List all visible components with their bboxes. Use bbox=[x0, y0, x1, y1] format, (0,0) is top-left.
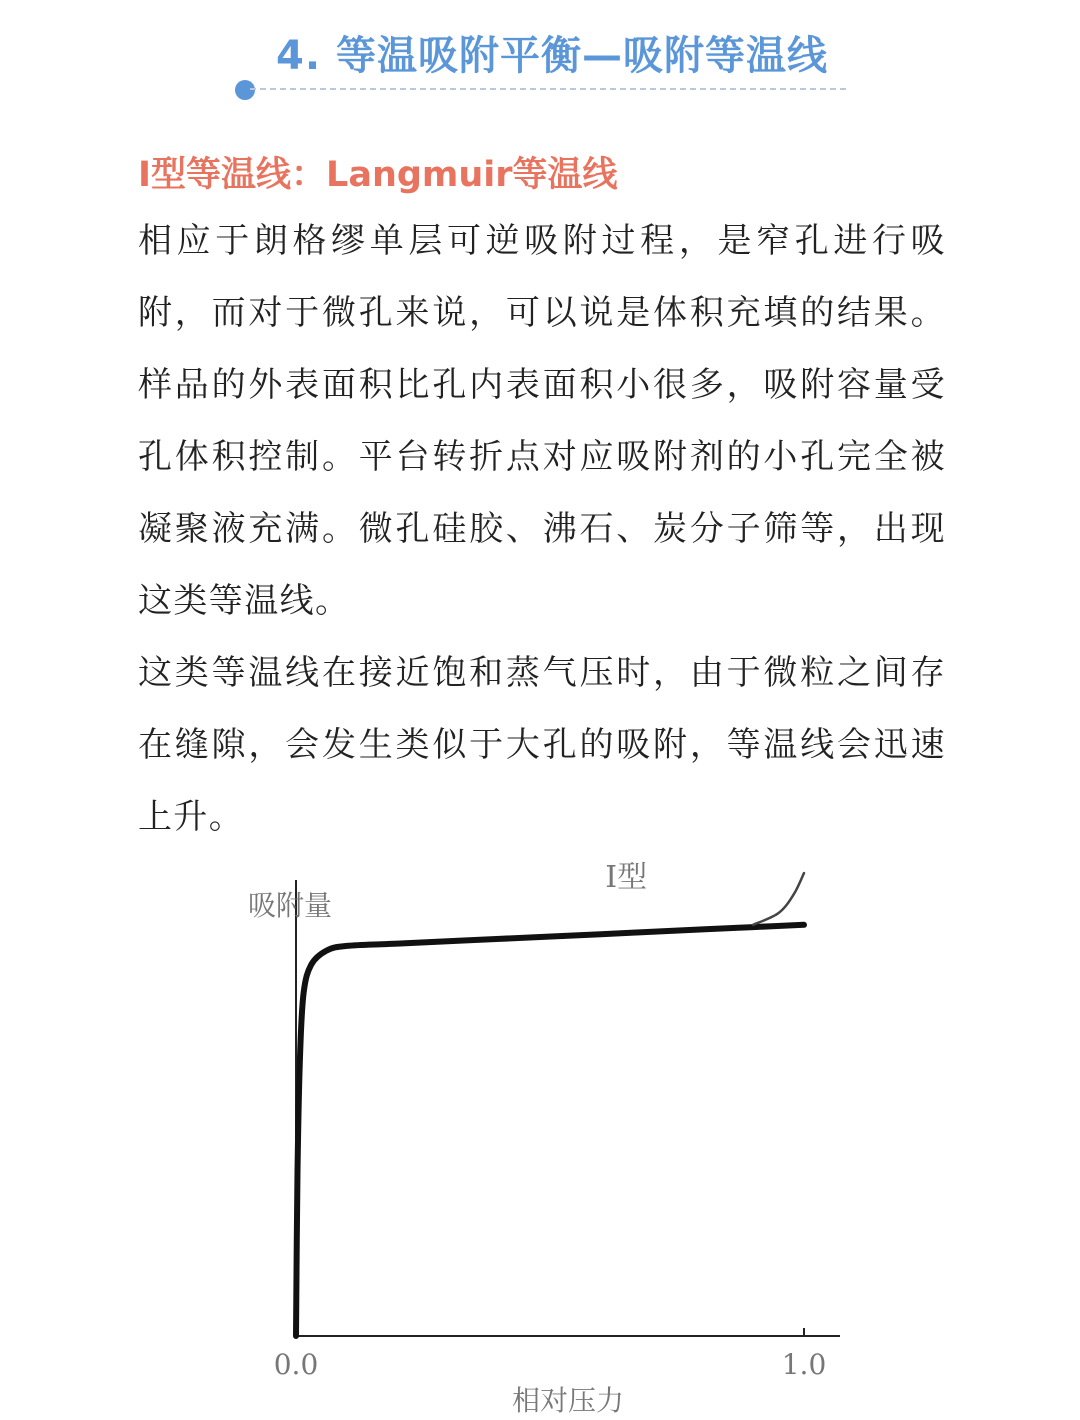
paragraph-description: 相应于朗格缪单层可逆吸附过程，是窄孔进行吸附，而对于微孔来说，可以说是体积充填的结果。样品的外表面积比孔内表面积小很多，吸附容量受孔体积控制。平台转折点对应吸附剂的小孔完全被凝聚液充满。微孔硅胶、沸石、炭分子筛等，出现这类等温线。 bbox=[138, 221, 946, 621]
title-underline bbox=[250, 88, 846, 90]
series-annotation-label: I型 bbox=[605, 860, 648, 896]
isotherm-chart bbox=[0, 860, 1080, 1420]
series-line-type-i-upturn bbox=[753, 873, 804, 925]
title-underline-dot bbox=[235, 80, 255, 100]
series-line-type-i bbox=[296, 925, 804, 1336]
x-tick-label-max: 1.0 bbox=[781, 1348, 827, 1381]
page-title: 4. 等温吸附平衡—吸附等温线 bbox=[276, 33, 828, 79]
y-axis-label: 吸附量 bbox=[248, 889, 333, 922]
x-tick-label-min: 0.0 bbox=[273, 1348, 319, 1381]
paragraph-saturation-note: 这类等温线在接近饱和蒸气压时，由于微粒之间存在缝隙，会发生类似于大孔的吸附，等温线会迅速上升。 bbox=[138, 653, 946, 837]
x-axis-label: 相对压力 bbox=[511, 1384, 625, 1417]
section-subtitle: I型等温线：Langmuir等温线 bbox=[138, 155, 618, 195]
